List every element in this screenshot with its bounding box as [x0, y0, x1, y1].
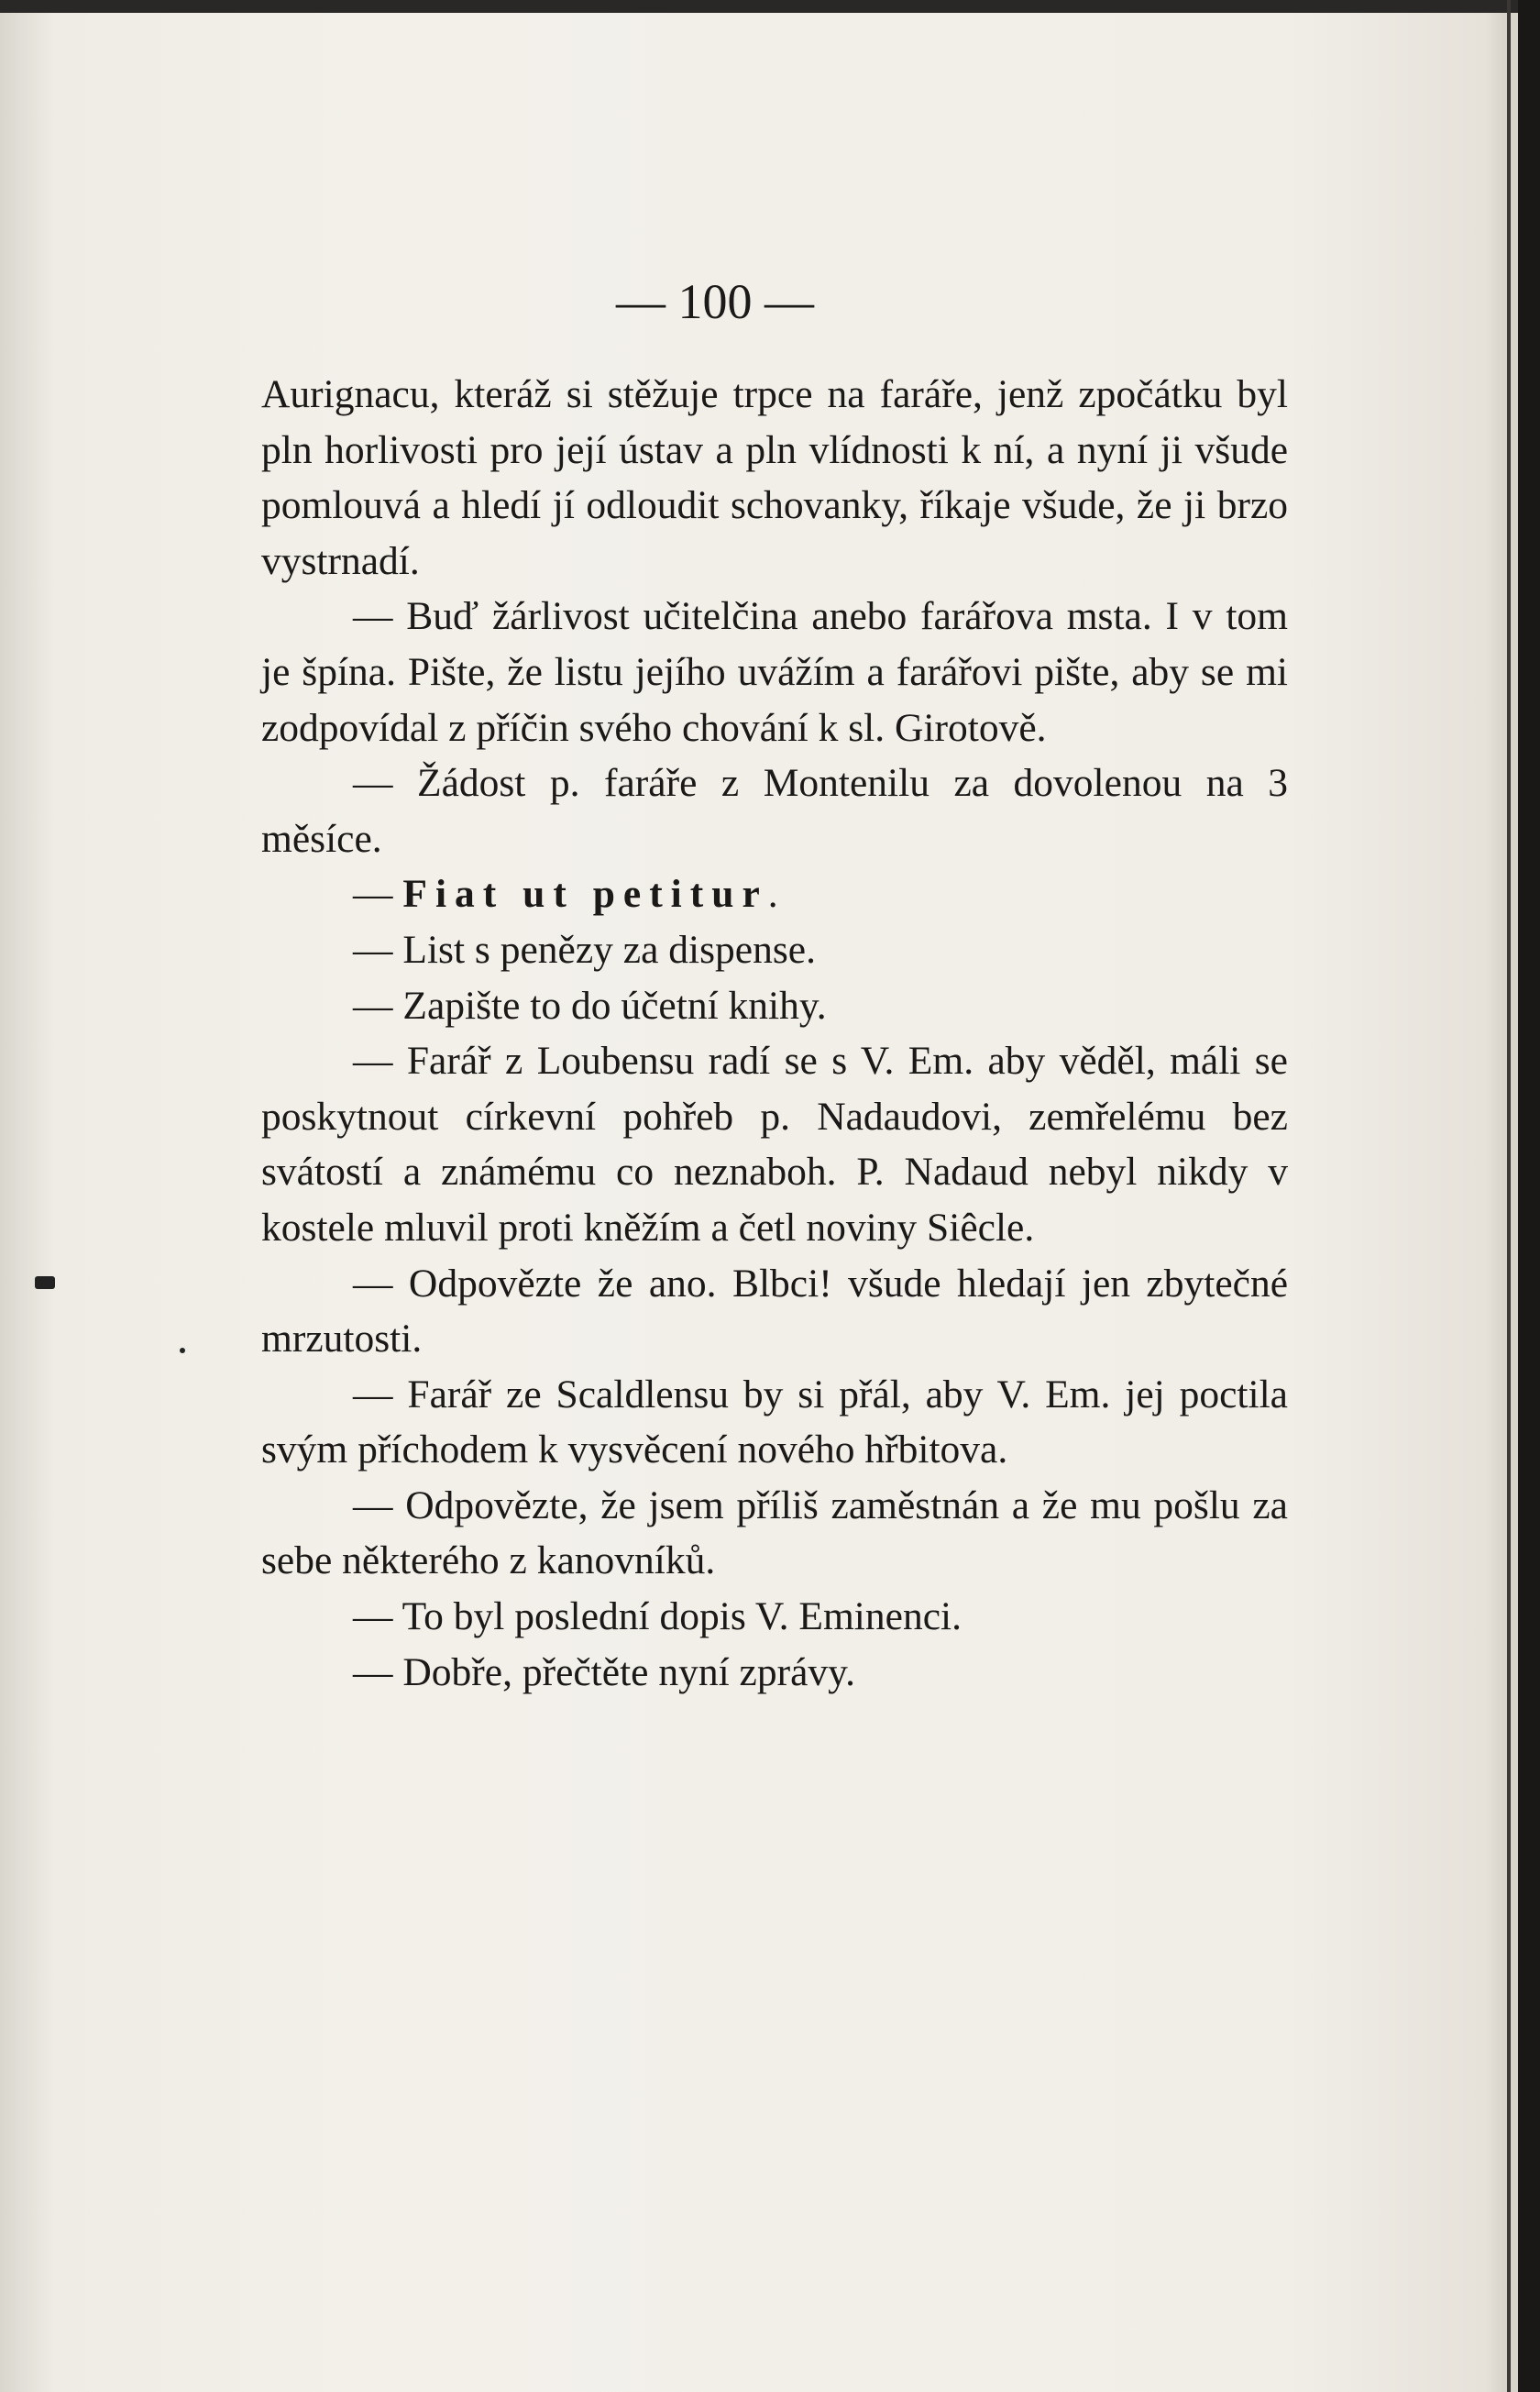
paragraph: Aurignacu, kteráž si stěžuje trpce na faráře, jenž zpočátku byl pln horlivosti pro její ústav a pln vlídnosti k ní, a nyní ji všude pomlouvá a hledí jí odloudit schovanky, říkaje všude, že ji brzo vystrnadí. [261, 372, 1288, 583]
paragraph: — To byl poslední dopis V. Eminenci. [353, 1594, 962, 1639]
body-text [261, 367, 1288, 1700]
paragraph: — Odpovězte, že jsem příliš zaměstnán a že mu pošlu za sebe některého z kanovníků. [261, 1483, 1288, 1583]
paragraph: — Farář ze Scaldlensu by si přál, aby V. Em. jej poctila svým příchodem k vysvěcení nového hřbitova. [261, 1372, 1288, 1472]
page-top-shadow [0, 0, 1540, 13]
page-binding-line [1507, 0, 1511, 2392]
dash-prefix: — [353, 872, 403, 917]
ink-speck [180, 1348, 185, 1353]
paragraph: — Žádost p. faráře z Montenilu za dovolenou na 3 měsíce. [261, 761, 1288, 861]
paragraph: — Odpovězte že ano. Blbci! všude hledají jen zbytečné mrzutosti. [261, 1261, 1288, 1361]
paragraph [261, 866, 1288, 922]
paragraph: — Buď žárlivost učitelčina anebo farářova msta. I v tom je špína. Pište, že listu jejího uvážím a farářovi pište, aby se mi zodpovídal z příčin svého chování k sl. Girotově. [261, 594, 1288, 750]
paragraph: — Zapište to do účetní knihy. [353, 983, 827, 1028]
ink-speck [35, 1276, 55, 1289]
page-right-shadow [1518, 0, 1540, 2392]
period: . [767, 872, 778, 917]
paragraph: — Farář z Loubensu radí se s V. Em. aby věděl, máli se poskytnout církevní pohřeb p. Nadaudovi, zemřelému bez svátostí a známému co neznaboh. P. Nadaud nebyl nikdy v kostele mluvil proti kněžím a četl noviny Siêcle. [261, 1039, 1288, 1250]
page-number: — 100 — [616, 274, 814, 329]
paragraph: — List s penězy za dispense. [353, 927, 816, 972]
paragraph: — Dobře, přečtěte nyní zprávy. [353, 1649, 855, 1694]
latin-phrase: Fiat ut petitur [402, 872, 768, 917]
